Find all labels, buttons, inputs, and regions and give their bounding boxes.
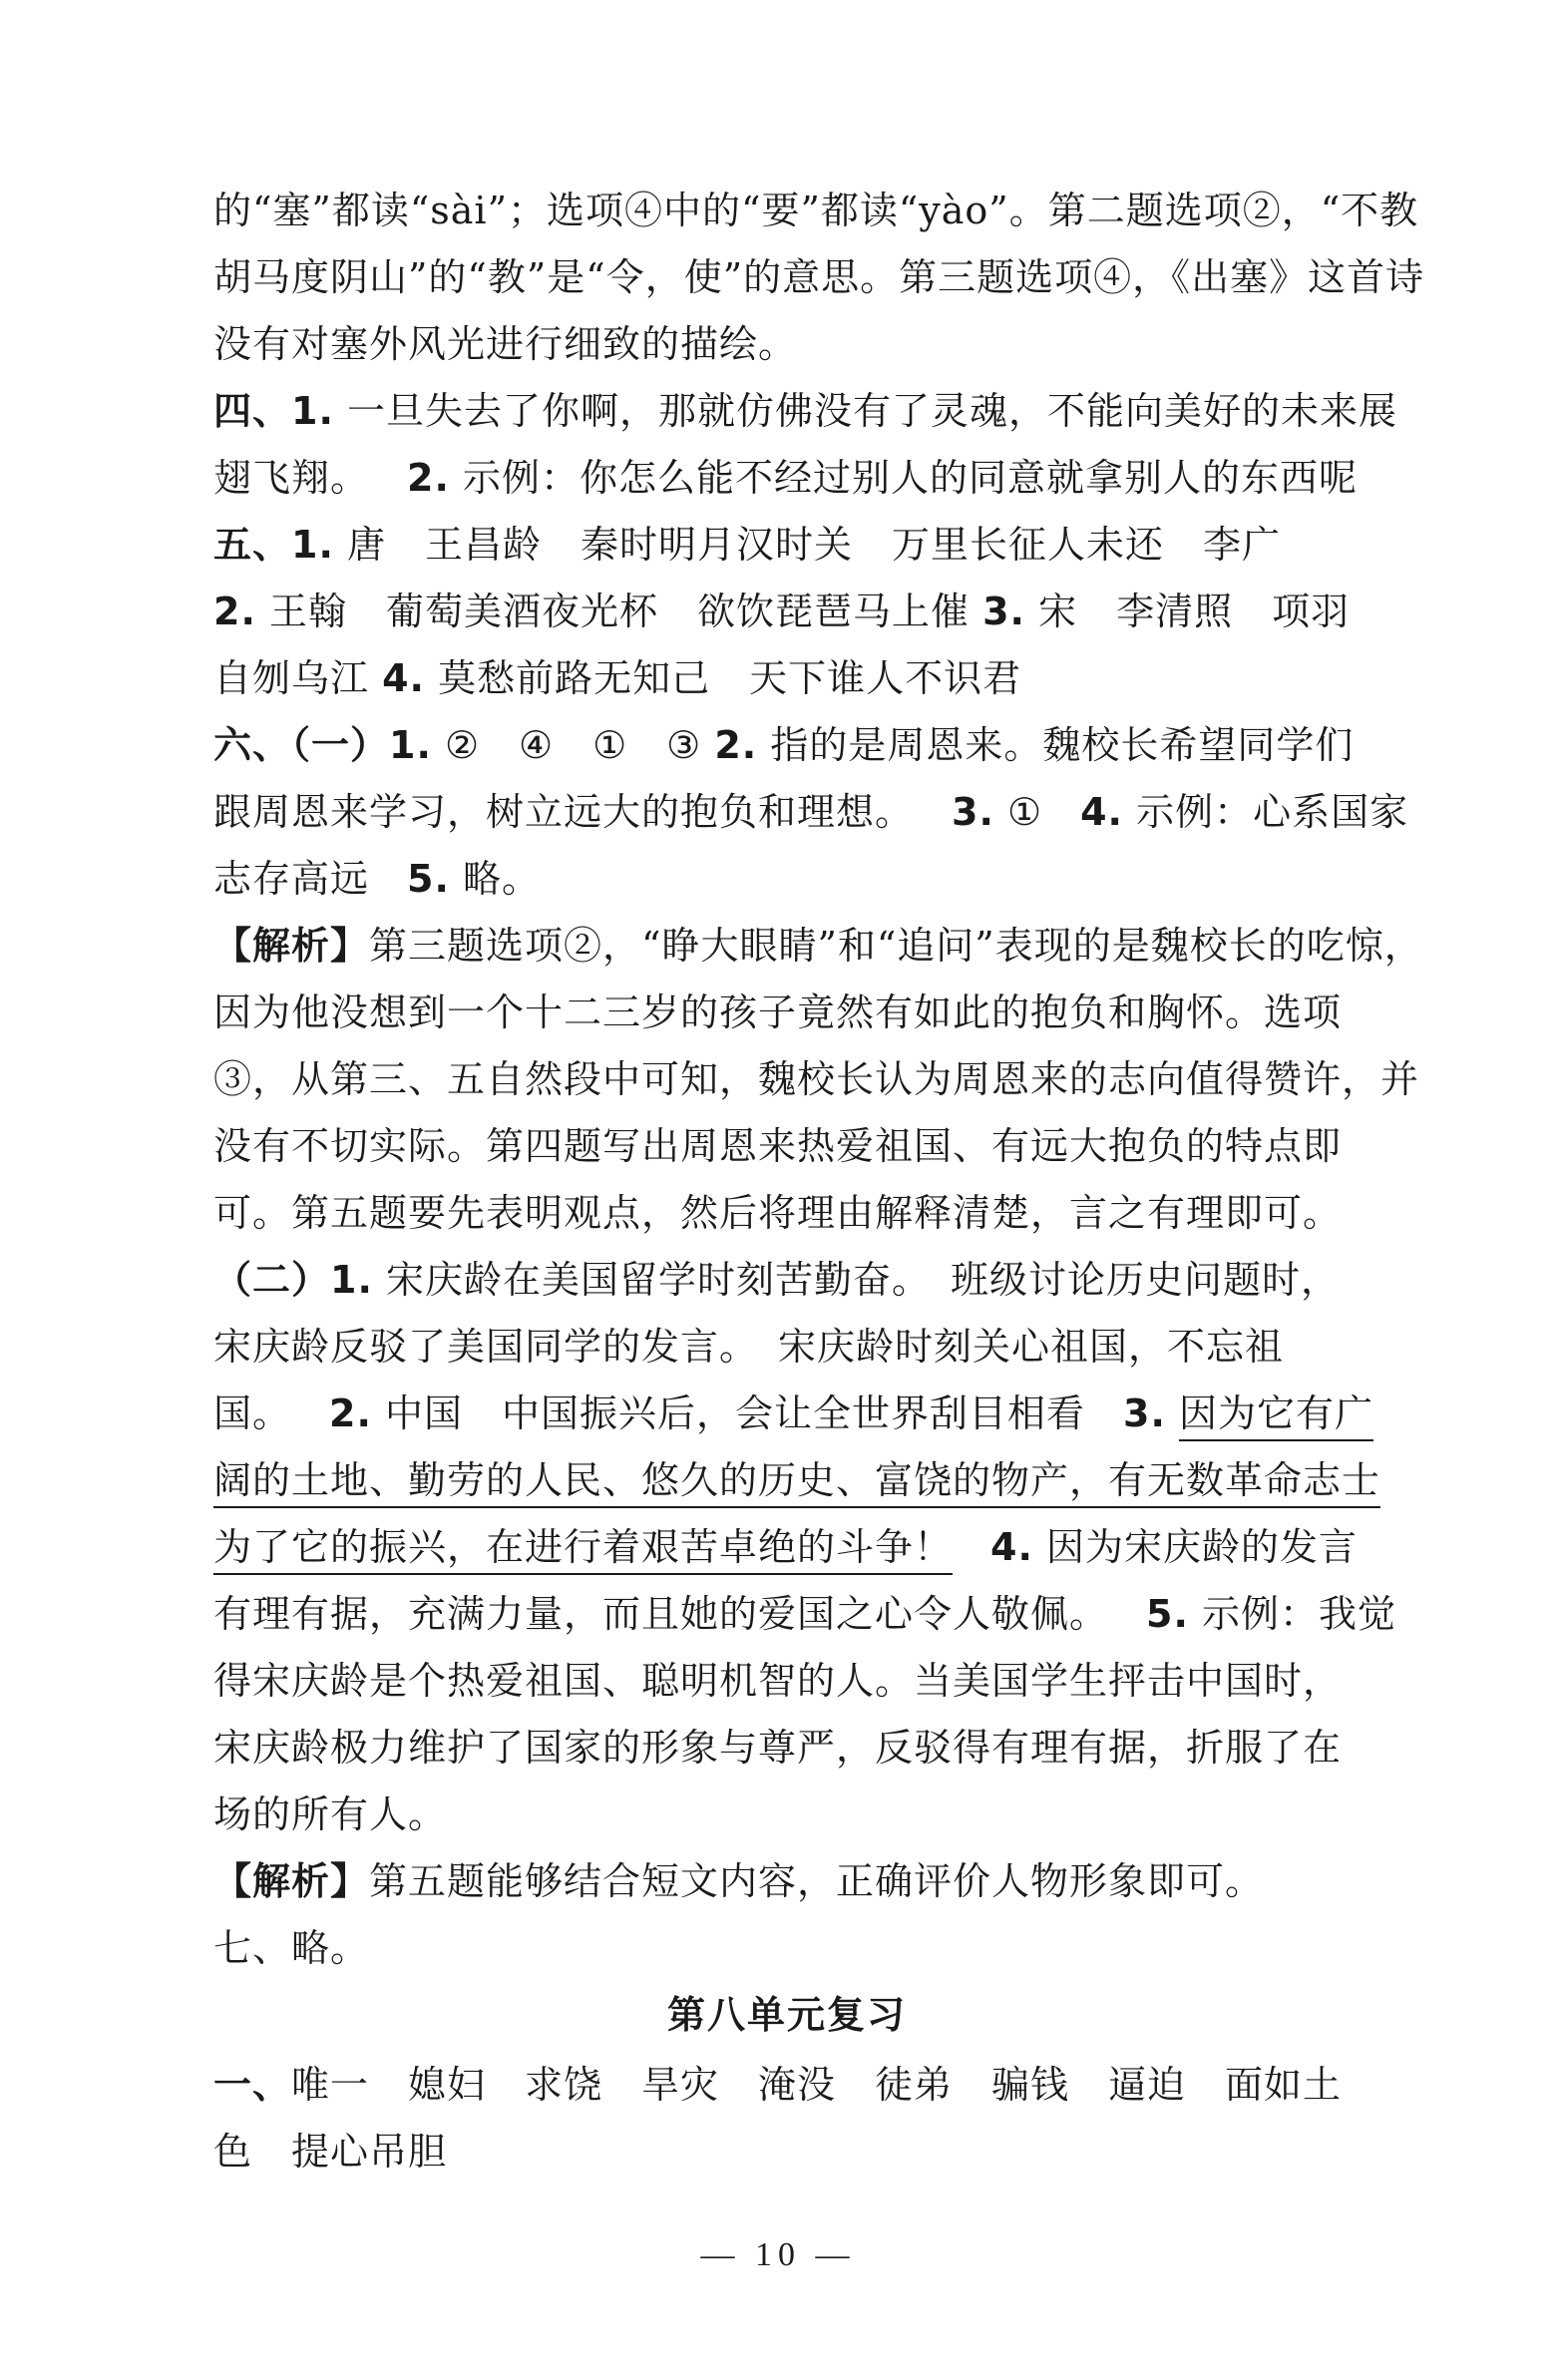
text: 有理有据，充满力量，而且她的爱国之心令人敬佩。 — [213, 1592, 1109, 1636]
question-number: 五、1. — [213, 523, 334, 567]
text: 自刎乌江 — [213, 656, 370, 700]
question-1 — [213, 2052, 1361, 2119]
text-line — [213, 1046, 1420, 1113]
text: 中国 中国振兴后，会让全世界刮目相看 — [385, 1391, 1086, 1435]
analysis-label: 【解析】 — [213, 1859, 370, 1903]
text-line — [213, 1715, 1361, 1782]
text-line — [213, 244, 1425, 311]
sub-number: 5. — [1146, 1592, 1189, 1636]
question-number: 四、1. — [213, 389, 334, 433]
text: 示例：你怎么能不经过别人的同意就拿别人的东西呢 — [463, 456, 1359, 500]
text: 没有对塞外风光进行细致的描绘。 — [213, 322, 798, 366]
underlined-text: 阔的土地、勤劳的人民、悠久的历史、富饶的物产，有无数革命志士 — [213, 1458, 1380, 1508]
question-5 — [213, 512, 1361, 579]
text: 国。 — [213, 1391, 292, 1435]
text: 色 提心吊胆 — [213, 2130, 448, 2174]
text: 场的所有人。 — [213, 1792, 448, 1836]
sub-number: 4. — [1080, 790, 1123, 834]
text-line — [213, 579, 1361, 645]
sub-number: 2. — [714, 723, 758, 767]
text: 王翰 葡萄美酒夜光杯 欲饮琵琶马上催 — [268, 590, 970, 633]
sub-number: 4. — [382, 656, 425, 700]
text-line — [213, 311, 1361, 378]
text: 宋庆龄在美国留学时刻苦勤奋。 班级讨论历史问题时， — [385, 1258, 1340, 1302]
question-4 — [213, 378, 1397, 445]
sub-number: 2. — [213, 590, 256, 633]
text-line — [213, 1782, 1361, 1848]
text: 指的是周恩来。魏校长希望同学们 — [770, 723, 1355, 767]
text-line — [213, 1314, 1361, 1381]
text-line — [213, 1381, 1374, 1447]
text: 示例：我觉 — [1202, 1592, 1397, 1636]
text: 没有不切实际。第四题写出周恩来热爱祖国、有远大抱负的特点即 — [213, 1124, 1343, 1168]
text-line — [213, 779, 1409, 846]
sub-number: 5. — [407, 857, 450, 901]
underlined-text: 为了它的振兴，在进行着艰苦卓绝的斗争！ — [213, 1525, 953, 1575]
question-number: 六、（一）1. — [213, 723, 432, 767]
text-line — [213, 1581, 1397, 1648]
text: 宋庆龄反驳了美国同学的发言。 宋庆龄时刻关心祖国，不忘祖 — [213, 1325, 1285, 1369]
text: 因为宋庆龄的发言 — [1046, 1525, 1359, 1569]
answer-content — [213, 178, 1425, 2185]
text: 胡马度阴山”的“教”是“令，使”的意思。第三题选项④，《出塞》这首诗 — [213, 255, 1425, 299]
text: 莫愁前路无知己 天下谁人不识君 — [438, 656, 1022, 700]
question-7 — [213, 1915, 1361, 1982]
text: 翅飞翔。 — [213, 456, 370, 500]
text-line — [213, 178, 1419, 244]
text: 宋 李清照 项羽 — [1038, 590, 1351, 633]
text-line — [213, 1180, 1361, 1247]
text: ③，从第三、五自然段中可知，魏校长认为周恩来的志向值得赞许，并 — [213, 1057, 1420, 1101]
text: 七、略。 — [213, 1926, 370, 1970]
question-number: （二）1. — [213, 1258, 373, 1302]
text: 一旦失去了你啊，那就仿佛没有了灵魂，不能向美好的未来展 — [346, 389, 1397, 433]
question-number: 一、 — [213, 2063, 292, 2107]
text: 得宋庆龄是个热爱祖国、聪明机智的人。当美国学生抨击中国时， — [213, 1659, 1343, 1703]
sub-number: 2. — [407, 456, 450, 500]
text-line — [213, 2119, 1361, 2185]
text-line — [213, 1514, 1361, 1581]
text: 示例：心系国家 — [1136, 790, 1409, 834]
text-line — [213, 445, 1361, 512]
text: 第三题选项②，“睁大眼睛”和“追问”表现的是魏校长的吃惊， — [369, 924, 1423, 968]
page-number: — 10 — — [700, 2236, 856, 2273]
text: 宋庆龄极力维护了国家的形象与尊严，反驳得有理有据，折服了在 — [213, 1726, 1343, 1770]
text: ② ④ ① ③ — [444, 723, 702, 767]
sub-number: 2. — [329, 1391, 372, 1435]
text: 跟周恩来学习，树立远大的抱负和理想。 — [213, 790, 915, 834]
question-6-part-2 — [213, 1247, 1361, 1314]
text-line — [213, 1113, 1361, 1180]
text: 可。第五题要先表明观点，然后将理由解释清楚，言之有理即可。 — [213, 1191, 1343, 1235]
analysis-line — [213, 913, 1423, 980]
underlined-text: 因为它有广 — [1179, 1391, 1373, 1441]
sub-number: 3. — [1123, 1391, 1166, 1435]
section-title: 第八单元复习 — [666, 1993, 907, 2037]
text: 唐 王昌龄 秦时明月汉时关 万里长征人未还 李广 — [346, 523, 1281, 567]
text-line — [213, 1447, 1381, 1514]
text-line — [213, 1648, 1361, 1715]
text: 第五题能够结合短文内容，正确评价人物形象即可。 — [369, 1859, 1265, 1903]
text: 志存高远 — [213, 857, 370, 901]
text: 略。 — [463, 857, 542, 901]
text: 的“塞”都读“sài”；选项④中的“要”都读“yào”。第二题选项②，“不教 — [213, 189, 1419, 232]
text: ① — [1007, 790, 1043, 834]
sub-number: 3. — [952, 790, 994, 834]
question-6 — [213, 712, 1361, 779]
sub-number: 4. — [990, 1525, 1033, 1569]
analysis-label: 【解析】 — [213, 924, 370, 968]
text: 唯一 媳妇 求饶 旱灾 淹没 徒弟 骗钱 逼迫 面如土 — [291, 2063, 1343, 2107]
text-line — [213, 846, 1361, 913]
text-line — [213, 645, 1361, 712]
text: 因为他没想到一个十二三岁的孩子竟然有如此的抱负和胸怀。选项 — [213, 991, 1343, 1034]
analysis-line — [213, 1848, 1361, 1915]
sub-number: 3. — [982, 590, 1025, 633]
text-line — [213, 980, 1361, 1046]
